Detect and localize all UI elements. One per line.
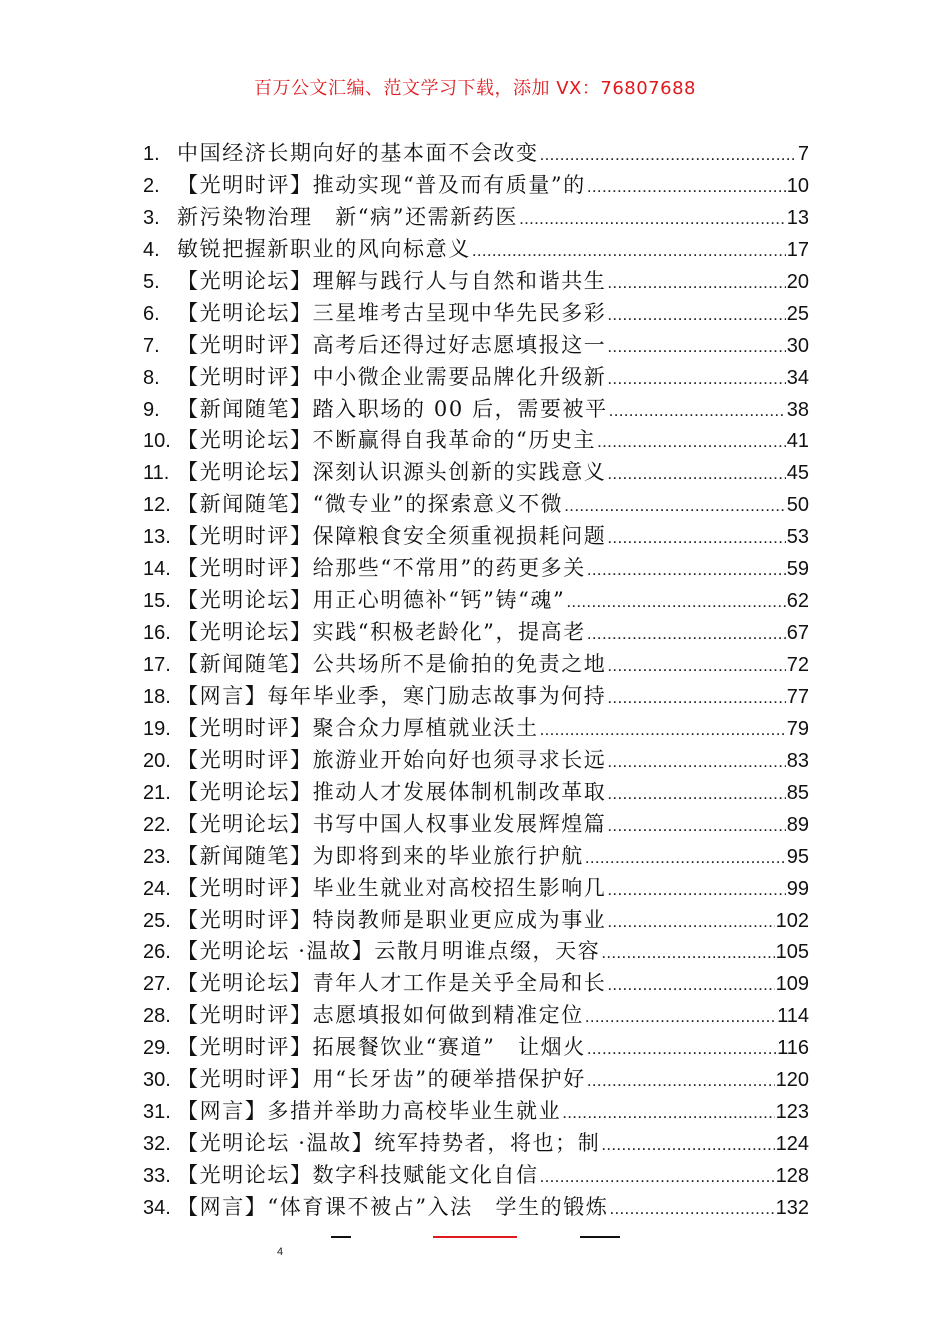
toc-entry-number: 8. bbox=[143, 366, 160, 389]
table-of-contents bbox=[143, 138, 809, 1224]
toc-entry-title: 【网言】“体育课不被占”入法 学生的锻炼 bbox=[177, 1194, 609, 1219]
toc-entry-page: 53 bbox=[786, 526, 809, 549]
page-number: 4 bbox=[277, 1246, 284, 1258]
toc-dot-leader bbox=[601, 937, 774, 969]
toc-entry-page: 120 bbox=[775, 1069, 809, 1092]
toc-dot-leader bbox=[587, 618, 786, 650]
toc-entry-title: 【光明论坛】不断赢得自我革命的“历史主 bbox=[177, 428, 597, 453]
toc-dot-leader bbox=[587, 554, 786, 586]
toc-dot-leader bbox=[607, 650, 785, 682]
toc-entry[interactable] bbox=[143, 585, 809, 617]
toc-entry-page: 109 bbox=[775, 973, 809, 996]
toc-entry[interactable] bbox=[143, 362, 809, 394]
toc-entry-title: 【光明论坛 ·温故】云散月明谁点缀，天容 bbox=[177, 939, 601, 964]
toc-entry[interactable] bbox=[143, 170, 809, 202]
toc-entry[interactable] bbox=[143, 1160, 809, 1192]
toc-entry-title: 敏锐把握新职业的风向标意义 bbox=[177, 236, 471, 261]
toc-entry[interactable] bbox=[143, 425, 809, 457]
toc-entry-title: 【光明时评】推动实现“普及而有质量”的 bbox=[177, 172, 586, 197]
toc-entry-title: 【光明时评】高考后还得过好志愿填报这一 bbox=[177, 332, 607, 357]
toc-entry-number: 1. bbox=[143, 143, 160, 165]
toc-entry-title: 【光明时评】用“长牙齿”的硬举措保护好 bbox=[177, 1067, 586, 1092]
toc-entry-title: 【光明时评】毕业生就业对高校招生影响几 bbox=[177, 875, 607, 900]
toc-entry-number: 9. bbox=[143, 398, 160, 421]
toc-entry-page: 116 bbox=[777, 1037, 809, 1060]
toc-entry[interactable] bbox=[143, 202, 809, 234]
toc-dot-leader bbox=[472, 235, 786, 267]
toc-entry-title: 【光明论坛】实践“积极老龄化”，提高老 bbox=[177, 620, 586, 645]
toc-entry-page: 114 bbox=[777, 1005, 809, 1028]
toc-entry-page: 77 bbox=[786, 685, 809, 708]
toc-entry-page: 85 bbox=[786, 781, 809, 804]
toc-entry-page: 79 bbox=[786, 717, 809, 740]
toc-entry[interactable] bbox=[143, 1032, 809, 1064]
toc-entry-page: 25 bbox=[786, 302, 809, 325]
footer-line-left bbox=[331, 1236, 351, 1238]
header-banner: 百万公文汇编、范文学习下载，添加 VX：76807688 bbox=[254, 78, 696, 99]
toc-entry-page: 38 bbox=[786, 398, 809, 421]
toc-entry[interactable] bbox=[143, 1096, 809, 1128]
toc-dot-leader bbox=[607, 458, 785, 490]
toc-entry-title: 【光明时评】保障粮食安全须重视损耗问题 bbox=[177, 524, 607, 549]
toc-entry-title: 【网言】每年毕业季，寒门励志故事为何持 bbox=[177, 683, 607, 708]
toc-entry-number: 14. bbox=[143, 558, 171, 581]
toc-entry-page: 124 bbox=[775, 1133, 809, 1156]
toc-entry-page: 132 bbox=[775, 1196, 809, 1219]
toc-entry[interactable] bbox=[143, 330, 809, 362]
toc-entry-number: 23. bbox=[143, 845, 171, 868]
toc-entry-number: 27. bbox=[143, 973, 171, 996]
toc-entry-number: 2. bbox=[143, 174, 160, 197]
toc-entry-title: 【光明时评】旅游业开始向好也须寻求长远 bbox=[177, 747, 607, 772]
toc-entry-page: 13 bbox=[786, 206, 809, 229]
toc-dot-leader bbox=[585, 1001, 776, 1033]
toc-entry[interactable] bbox=[143, 234, 809, 266]
toc-entry-number: 18. bbox=[143, 685, 171, 708]
toc-entry-number: 25. bbox=[143, 909, 171, 932]
toc-entry-number: 33. bbox=[143, 1165, 171, 1187]
toc-entry[interactable] bbox=[143, 138, 809, 170]
toc-entry-number: 17. bbox=[143, 654, 171, 676]
toc-entry-title: 【光明论坛】深刻认识源头创新的实践意义 bbox=[177, 460, 607, 485]
toc-entry-number: 11. bbox=[143, 462, 170, 485]
toc-dot-leader bbox=[607, 778, 785, 810]
toc-entry-title: 【光明论坛 ·温故】统军持势者，将也；制 bbox=[177, 1131, 601, 1156]
toc-entry-title: 【光明论坛】理解与践行人与自然和谐共生 bbox=[177, 268, 607, 293]
toc-entry[interactable] bbox=[143, 394, 809, 426]
toc-entry-number: 5. bbox=[143, 270, 160, 293]
toc-entry-number: 12. bbox=[143, 494, 171, 517]
toc-entry-number: 15. bbox=[143, 590, 171, 613]
toc-entry-title: 【光明论坛】用正心明德补“钙”铸“魂” bbox=[177, 588, 566, 613]
toc-entry-title: 【光明时评】中小微企业需要品牌化升级新 bbox=[177, 364, 607, 389]
toc-dot-leader bbox=[540, 139, 797, 171]
toc-entry-page: 45 bbox=[786, 462, 809, 485]
toc-dot-leader bbox=[607, 267, 785, 299]
toc-entry-page: 102 bbox=[775, 909, 809, 932]
toc-dot-leader bbox=[540, 714, 786, 746]
toc-entry[interactable] bbox=[143, 457, 809, 489]
toc-dot-leader bbox=[562, 1097, 774, 1129]
toc-dot-leader bbox=[607, 522, 785, 554]
toc-entry-number: 29. bbox=[143, 1037, 171, 1060]
toc-entry[interactable] bbox=[143, 841, 809, 873]
toc-entry[interactable] bbox=[143, 1064, 809, 1096]
toc-entry[interactable] bbox=[143, 745, 809, 777]
toc-dot-leader bbox=[587, 171, 786, 203]
toc-entry-number: 10. bbox=[143, 430, 171, 453]
toc-dot-leader bbox=[597, 426, 786, 458]
toc-entry[interactable] bbox=[143, 1192, 809, 1224]
toc-dot-leader bbox=[587, 1033, 776, 1065]
toc-entry[interactable] bbox=[143, 777, 809, 809]
toc-entry-title: 【网言】多措并举助力高校毕业生就业 bbox=[177, 1099, 562, 1124]
toc-entry-title: 【新闻随笔】“微专业”的探索意义不微 bbox=[177, 492, 564, 517]
toc-dot-leader bbox=[540, 1161, 775, 1193]
toc-entry[interactable] bbox=[143, 809, 809, 841]
toc-entry[interactable] bbox=[143, 553, 809, 585]
toc-entry-number: 24. bbox=[143, 877, 171, 900]
toc-dot-leader bbox=[607, 299, 785, 331]
toc-entry-title: 【光明论坛】推动人才发展体制机制改革取 bbox=[177, 779, 607, 804]
toc-entry-number: 22. bbox=[143, 813, 171, 836]
toc-entry-page: 7 bbox=[797, 143, 809, 165]
toc-entry-page: 89 bbox=[786, 813, 809, 836]
toc-entry-number: 20. bbox=[143, 749, 171, 772]
toc-entry-number: 7. bbox=[143, 334, 160, 357]
toc-entry[interactable] bbox=[143, 489, 809, 521]
toc-dot-leader bbox=[607, 874, 785, 906]
toc-dot-leader bbox=[585, 842, 786, 874]
toc-dot-leader bbox=[607, 331, 785, 363]
toc-entry-number: 28. bbox=[143, 1005, 171, 1028]
toc-entry-number: 30. bbox=[143, 1069, 171, 1092]
toc-dot-leader bbox=[607, 746, 785, 778]
toc-entry-page: 95 bbox=[786, 845, 809, 868]
toc-entry-page: 50 bbox=[786, 494, 809, 517]
toc-dot-leader bbox=[607, 969, 774, 1001]
toc-entry-title: 【光明论坛】书写中国人权事业发展辉煌篇 bbox=[177, 811, 607, 836]
toc-entry-page: 17 bbox=[786, 238, 809, 261]
toc-entry-number: 32. bbox=[143, 1133, 171, 1156]
toc-dot-leader bbox=[607, 810, 785, 842]
toc-entry[interactable] bbox=[143, 936, 809, 968]
toc-entry-number: 34. bbox=[143, 1196, 171, 1219]
toc-entry-number: 31. bbox=[143, 1101, 171, 1124]
toc-entry-page: 20 bbox=[786, 270, 809, 293]
toc-entry-title: 【光明时评】给那些“不常用”的药更多关 bbox=[177, 556, 586, 581]
toc-entry-page: 59 bbox=[786, 558, 809, 581]
toc-entry-title: 【光明论坛】数字科技赋能文化自信 bbox=[177, 1163, 539, 1187]
toc-entry[interactable] bbox=[143, 298, 809, 330]
toc-entry-title: 中国经济长期向好的基本面不会改变 bbox=[177, 141, 539, 165]
toc-entry-title: 【光明论坛】青年人才工作是关乎全局和长 bbox=[177, 971, 607, 996]
toc-dot-leader bbox=[519, 203, 786, 235]
toc-dot-leader bbox=[607, 363, 785, 395]
toc-entry[interactable] bbox=[143, 266, 809, 298]
toc-entry-title: 【光明时评】拓展餐饮业“赛道” 让烟火 bbox=[177, 1035, 586, 1060]
toc-entry-page: 41 bbox=[786, 430, 809, 453]
toc-entry[interactable] bbox=[143, 905, 809, 937]
toc-dot-leader bbox=[609, 395, 786, 427]
toc-dot-leader bbox=[607, 682, 785, 714]
toc-entry-number: 16. bbox=[143, 622, 171, 645]
toc-entry-title: 【光明时评】特岗教师是职业更应成为事业 bbox=[177, 907, 607, 932]
toc-entry-title: 【光明论坛】三星堆考古呈现中华先民多彩 bbox=[177, 300, 607, 325]
toc-dot-leader bbox=[601, 1129, 774, 1161]
toc-entry-number: 4. bbox=[143, 238, 160, 261]
footer-line-right bbox=[580, 1236, 620, 1238]
toc-entry[interactable] bbox=[143, 1128, 809, 1160]
toc-dot-leader bbox=[564, 490, 785, 522]
toc-entry-number: 3. bbox=[143, 206, 160, 229]
toc-entry-title: 【新闻随笔】踏入职场的 00 后，需要被平 bbox=[177, 396, 608, 421]
toc-entry-page: 34 bbox=[786, 366, 809, 389]
toc-entry[interactable] bbox=[143, 649, 809, 681]
toc-entry[interactable] bbox=[143, 873, 809, 905]
toc-entry-number: 19. bbox=[143, 717, 171, 740]
toc-dot-leader bbox=[566, 586, 785, 618]
toc-entry-page: 62 bbox=[786, 590, 809, 613]
toc-entry-number: 6. bbox=[143, 302, 160, 325]
toc-entry-title: 【光明时评】聚合众力厚植就业沃土 bbox=[177, 715, 539, 740]
toc-entry-title: 【光明时评】志愿填报如何做到精准定位 bbox=[177, 1003, 584, 1028]
toc-entry-number: 26. bbox=[143, 941, 171, 964]
toc-entry-page: 105 bbox=[775, 941, 809, 964]
toc-entry[interactable] bbox=[143, 713, 809, 745]
toc-entry-page: 99 bbox=[786, 877, 809, 900]
toc-entry-title: 新污染物治理 新“病”还需新药医 bbox=[177, 204, 519, 229]
footer-line-red bbox=[433, 1236, 517, 1238]
toc-entry-page: 128 bbox=[775, 1165, 809, 1187]
toc-dot-leader bbox=[607, 906, 774, 938]
toc-dot-leader bbox=[587, 1065, 775, 1097]
toc-entry-page: 10 bbox=[786, 174, 809, 197]
toc-entry-title: 【新闻随笔】公共场所不是偷拍的免责之地 bbox=[177, 652, 607, 676]
toc-entry[interactable] bbox=[143, 1000, 809, 1032]
toc-entry-page: 67 bbox=[786, 622, 809, 645]
toc-entry-page: 30 bbox=[786, 334, 809, 357]
toc-entry[interactable] bbox=[143, 968, 809, 1000]
toc-entry-page: 83 bbox=[786, 749, 809, 772]
toc-entry-page: 72 bbox=[786, 654, 809, 676]
toc-entry-number: 13. bbox=[143, 526, 171, 549]
toc-entry-page: 123 bbox=[775, 1101, 809, 1124]
toc-entry[interactable] bbox=[143, 521, 809, 553]
toc-entry-number: 21. bbox=[143, 781, 171, 804]
toc-entry[interactable] bbox=[143, 681, 809, 713]
toc-entry[interactable] bbox=[143, 617, 809, 649]
toc-dot-leader bbox=[609, 1193, 774, 1225]
toc-entry-title: 【新闻随笔】为即将到来的毕业旅行护航 bbox=[177, 843, 584, 868]
